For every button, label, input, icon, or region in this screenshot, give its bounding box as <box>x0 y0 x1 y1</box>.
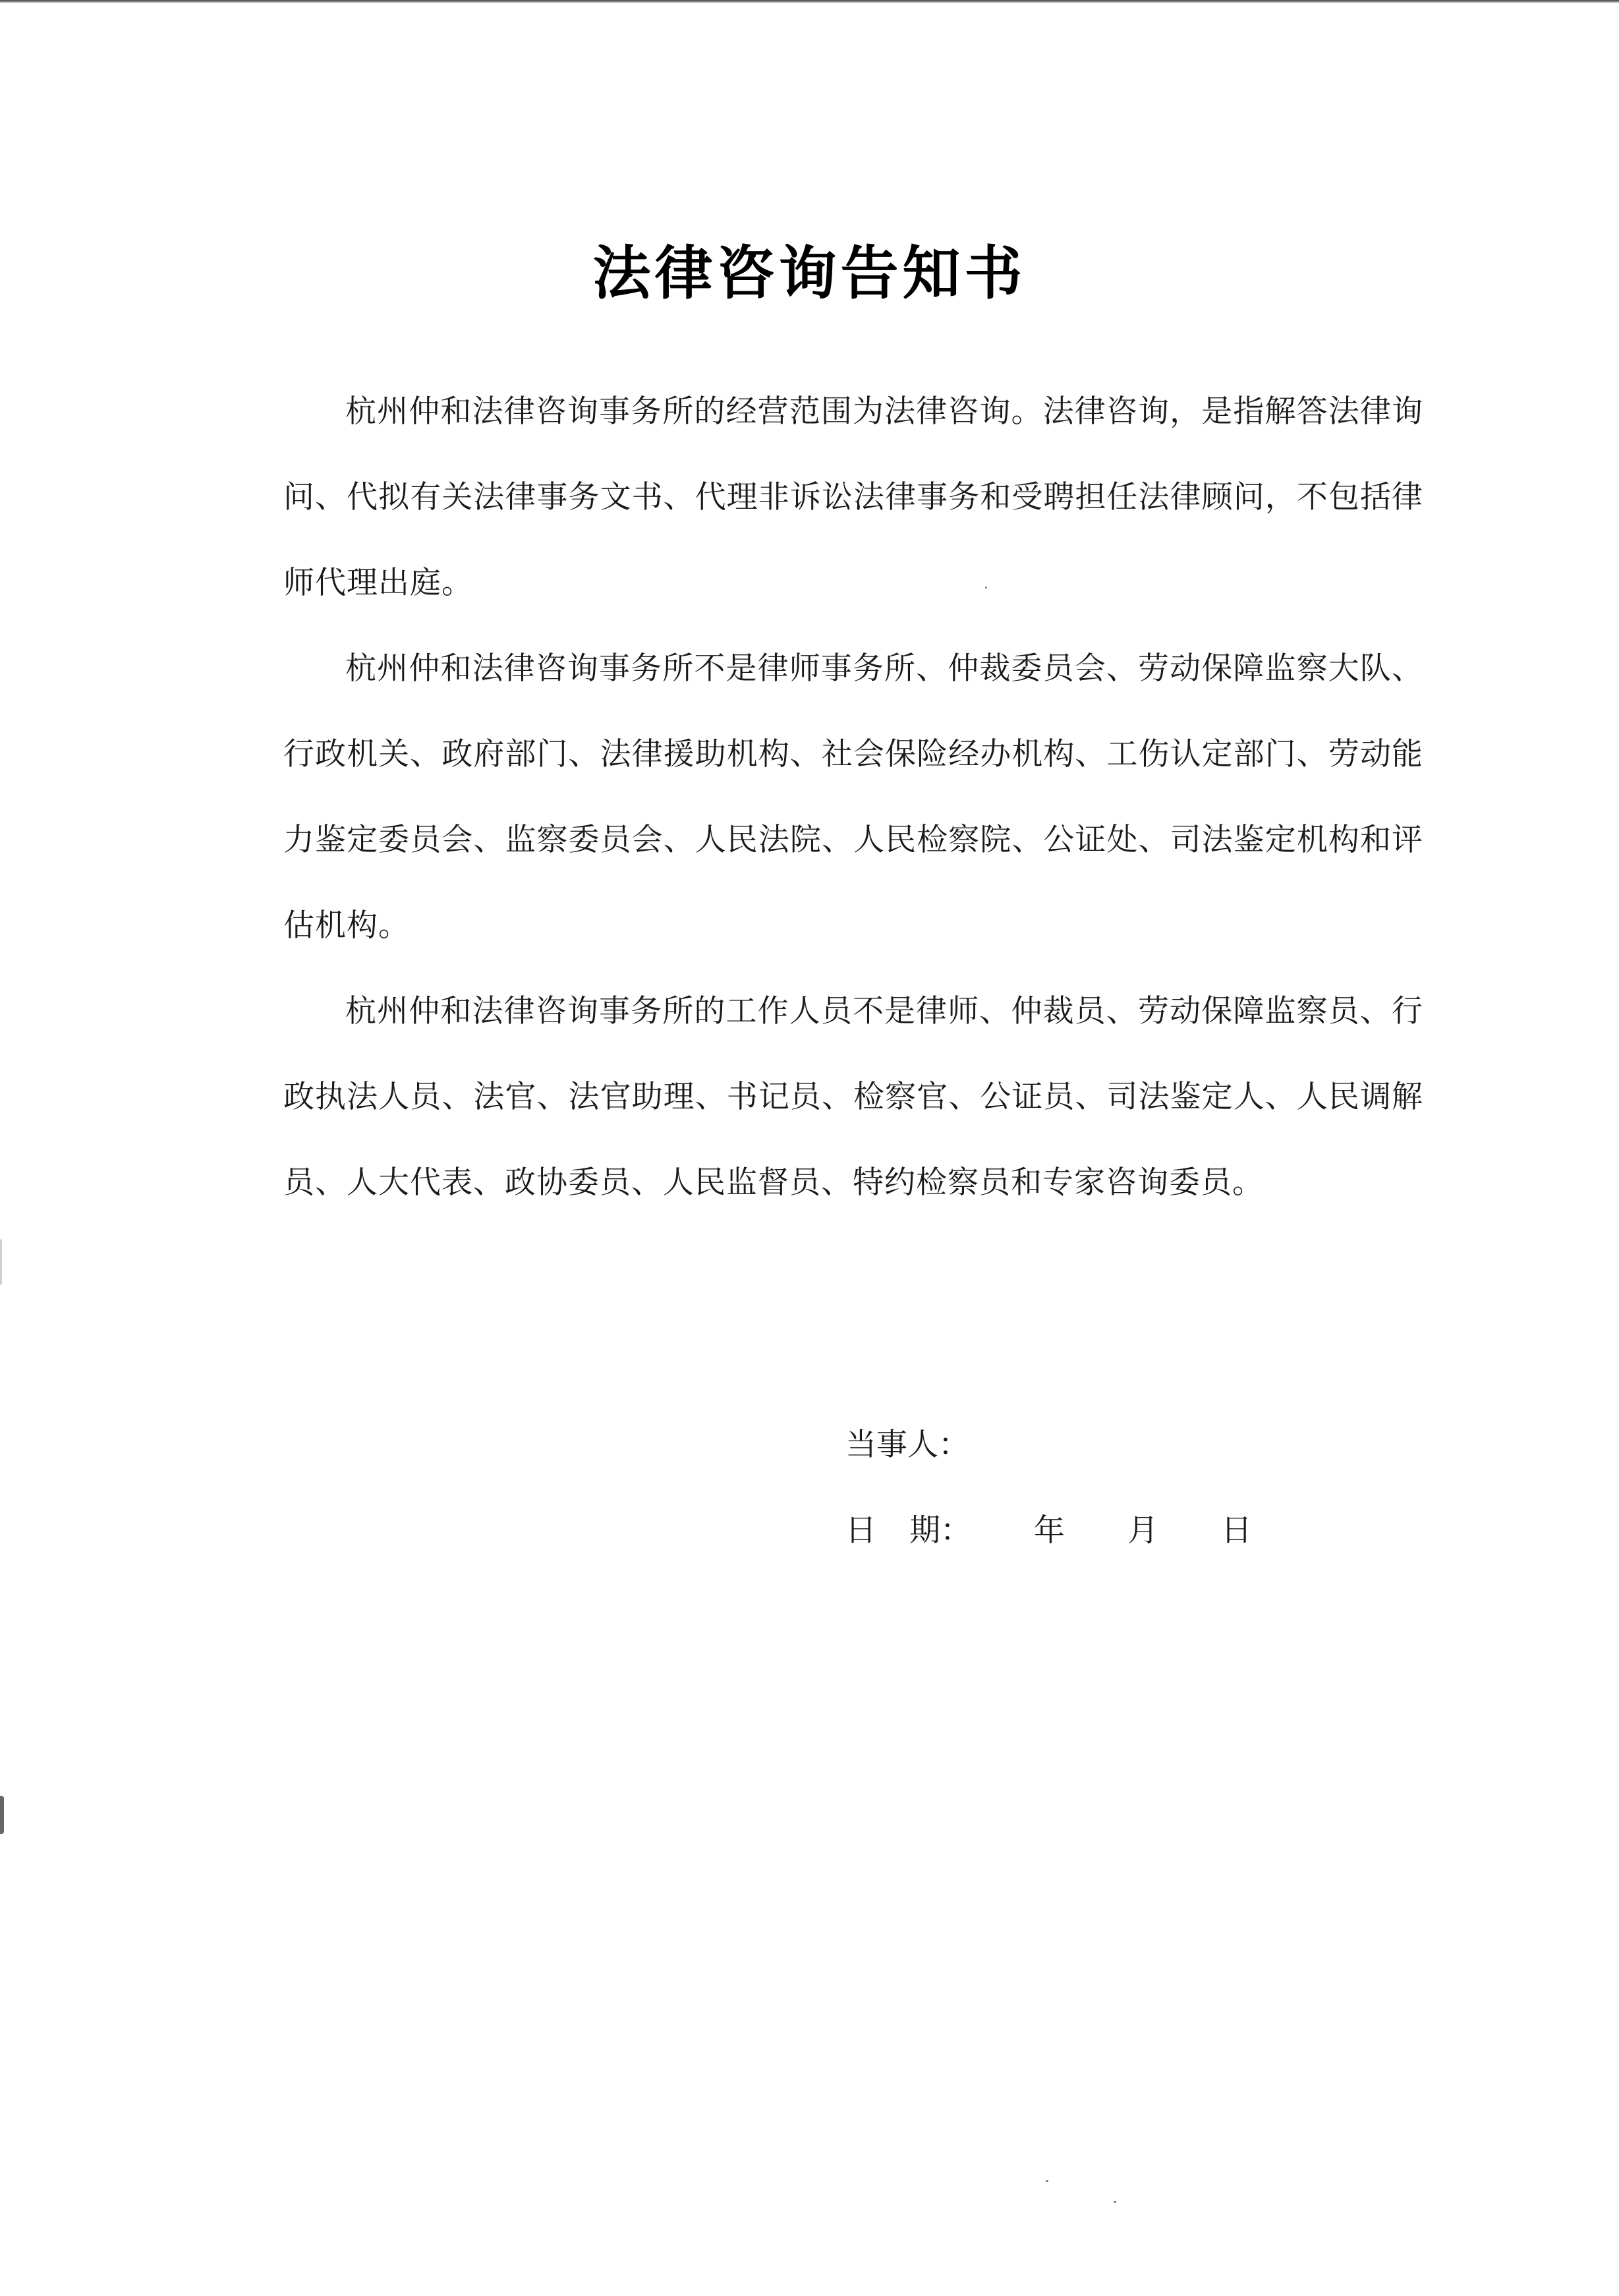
scan-left-mark <box>0 1239 2 1285</box>
date-row <box>845 1488 1252 1574</box>
party-row <box>845 1402 1252 1488</box>
signature-block <box>845 1402 1252 1574</box>
date-label-period-char: 期： <box>909 1512 971 1549</box>
month-unit: 月 <box>1127 1512 1158 1549</box>
paragraph-not-institution: 杭州仲和法律咨询事务所不是律师事务所、仲裁委员会、劳动保障监察大队、行政机关、政府部门、法律援助机构、社会保险经办机构、工伤认定部门、劳动能力鉴定委员会、监察委员会、人民法院、人民检察院、公证处、司法鉴定机构和评估机构。 <box>283 650 1423 944</box>
document-title: 法律咨询告知书 <box>592 239 1027 307</box>
scan-top-edge <box>0 0 1619 3</box>
scan-speck <box>1114 2201 1116 2203</box>
paragraph-scope: 杭州仲和法律咨询事务所的经营范围为法律咨询。法律咨询，是指解答法律询问、代拟有关法律事务文书、代理非诉讼法律事务和受聘担任法律顾问，不包括律师代理出庭。 <box>283 393 1423 601</box>
scan-left-mark <box>0 1796 4 1834</box>
scan-speck <box>1046 2180 1048 2182</box>
date-label-day-char: 日 <box>845 1512 876 1549</box>
document-body <box>283 369 1423 1226</box>
party-label: 当事人： <box>845 1427 969 1463</box>
paragraph-not-official: 杭州仲和法律咨询事务所的工作人员不是律师、仲裁员、劳动保障监察员、行政执法人员、法官、法官助理、书记员、检察官、公证员、司法鉴定人、人民调解员、人大代表、政协委员、人民监督员、特约检察员和专家咨询委员。 <box>283 993 1423 1201</box>
day-unit: 日 <box>1221 1512 1252 1549</box>
year-unit: 年 <box>1034 1512 1065 1549</box>
